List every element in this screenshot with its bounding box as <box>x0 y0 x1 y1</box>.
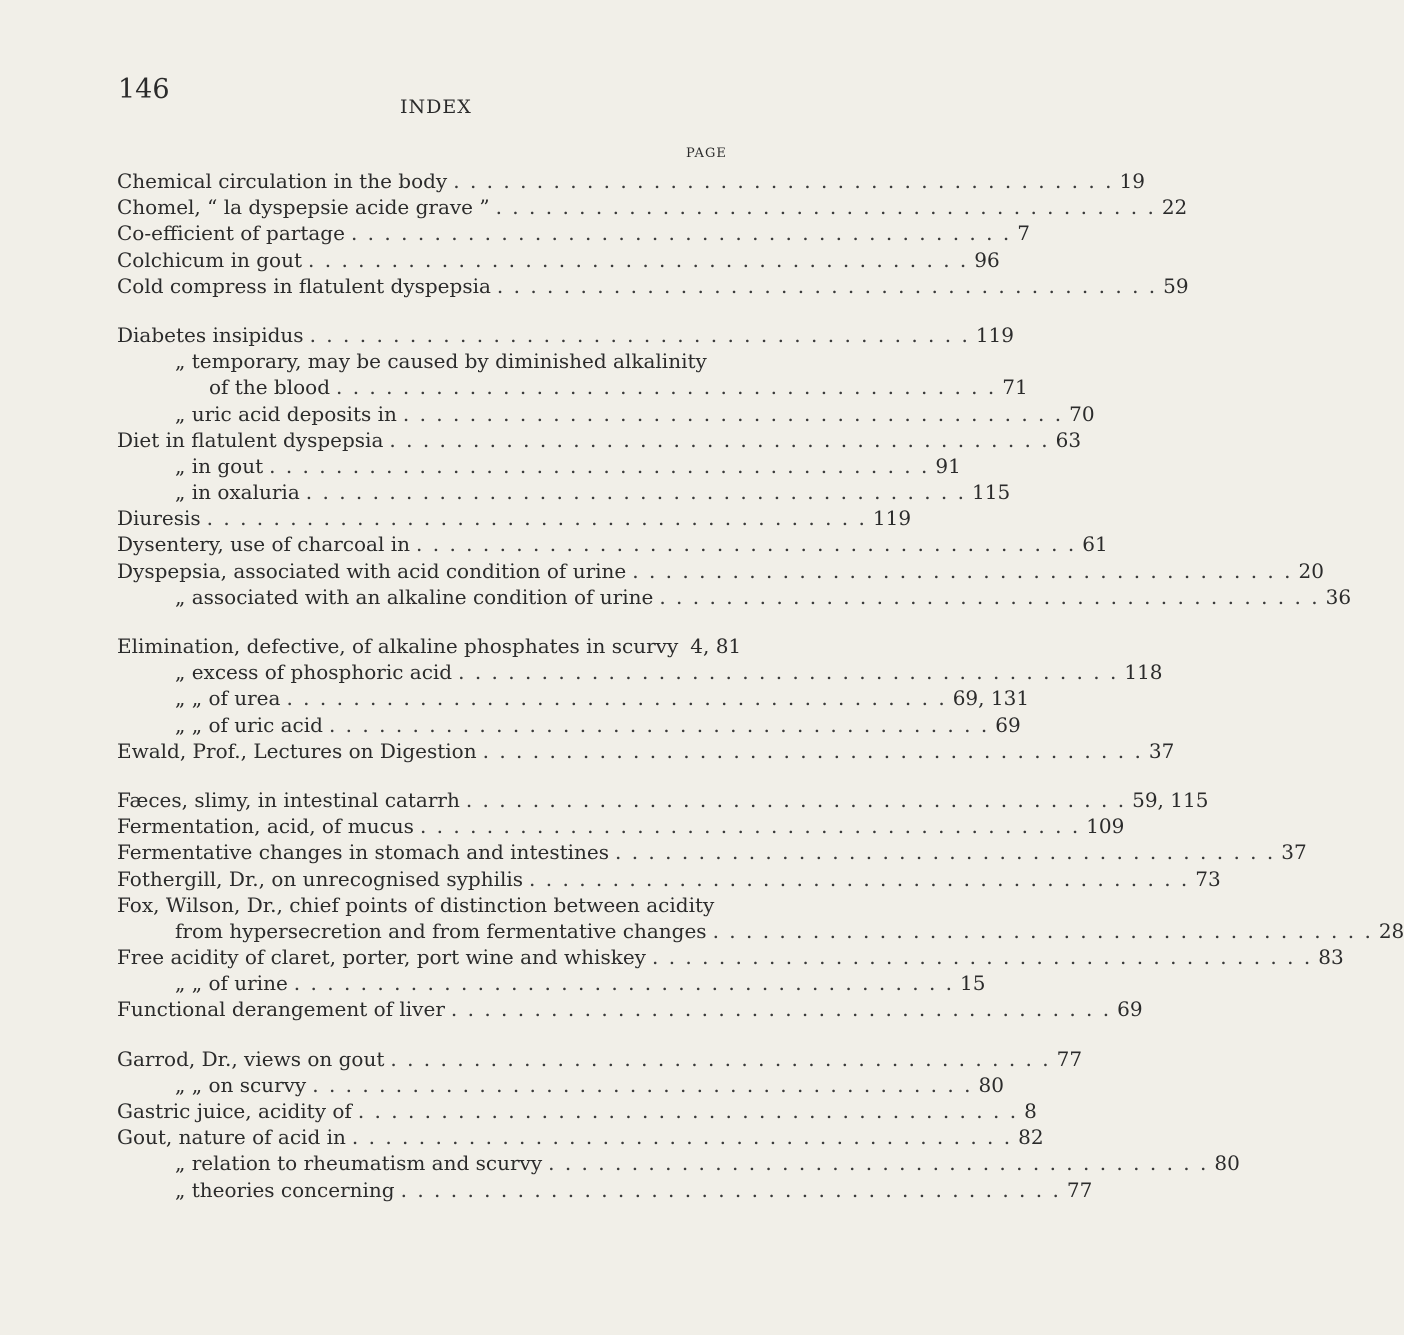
entry-label: Elimination, defective, of alkaline phosphates in scurvy <box>117 634 679 658</box>
entry-label: „ associated with an alkaline condition of urine <box>175 584 654 609</box>
index-entry <box>117 685 1030 711</box>
dot-leader <box>201 505 867 531</box>
index-entry <box>117 374 1028 400</box>
entry-label: Functional derangement of liver <box>117 997 445 1022</box>
entry-label: Gastric juice, acidity of <box>117 1099 352 1123</box>
index-group <box>117 1046 1240 1203</box>
entry-label: Fox, Wilson, Dr., chief points of distinction between acidity <box>117 892 715 917</box>
entry-page-numbers: 96 <box>974 247 1000 272</box>
dot-leader <box>383 427 1049 453</box>
entry-page-numbers: 119 <box>872 506 912 531</box>
entry-page-numbers: 80 <box>1214 1151 1240 1176</box>
index-entry <box>117 348 715 374</box>
dot-leader <box>477 738 1143 764</box>
entry-page-numbers: 119 <box>975 322 1015 347</box>
dot-leader <box>330 374 996 400</box>
entry-page-numbers: 15 <box>960 971 986 996</box>
dot-leader <box>609 839 1275 865</box>
dot-leader <box>653 584 1319 610</box>
entry-page-numbers: 118 <box>1124 660 1163 685</box>
entry-page-numbers: 59 <box>1163 273 1189 298</box>
entry-page-numbers: 36 <box>1325 584 1352 609</box>
index-entry <box>117 1072 1004 1098</box>
index-entry <box>117 787 1209 813</box>
entry-label: „ „ of uric acid <box>175 712 323 737</box>
dot-leader <box>707 918 1373 944</box>
dot-leader <box>523 866 1189 892</box>
entry-label: Free acidity of claret, porter, port wine and whiskey <box>117 945 646 970</box>
dot-leader <box>306 1072 972 1098</box>
entry-page-numbers: 63 <box>1055 427 1082 452</box>
entry-label: of the blood <box>209 375 330 400</box>
entry-page-numbers: 70 <box>1069 401 1095 426</box>
index-entry <box>117 1046 1083 1072</box>
index-entry <box>117 168 1145 194</box>
entry-page-numbers: 20 <box>1298 558 1324 583</box>
index-entry <box>117 839 1307 865</box>
dot-leader <box>288 970 954 996</box>
index-group <box>117 787 1404 1023</box>
dot-leader <box>395 1177 1061 1203</box>
entry-label: Fermentation, acid, of mucus <box>117 814 414 839</box>
index-entry <box>117 558 1324 584</box>
entry-label: Dysentery, use of charcoal in <box>117 532 411 557</box>
index-entry <box>117 918 1404 944</box>
entry-label: „ „ of urine <box>175 971 288 996</box>
index-entry <box>117 322 1015 348</box>
index-entry <box>117 194 1188 220</box>
entry-page-numbers: 69, 131 <box>952 686 1030 711</box>
dot-leader <box>491 273 1157 299</box>
dot-leader <box>626 558 1292 584</box>
index-entry <box>117 712 1021 738</box>
index-entry <box>117 813 1125 839</box>
entry-label: Chomel, “ la dyspepsie acide grave ” <box>117 195 490 220</box>
index-entry <box>117 220 1030 246</box>
index-entry <box>117 866 1221 892</box>
entry-label: „ „ on scurvy <box>175 1072 307 1097</box>
index-entry <box>117 996 1143 1022</box>
index-body <box>117 168 1404 1226</box>
dot-leader <box>542 1150 1208 1176</box>
entry-page-numbers: 82 <box>1018 1125 1044 1150</box>
entry-page-numbers: 77 <box>1056 1046 1083 1071</box>
index-entry <box>117 892 715 918</box>
entry-page-numbers: 4, 81 <box>690 634 742 658</box>
dot-leader <box>352 1098 1018 1124</box>
dot-leader <box>304 322 970 348</box>
index-entry <box>117 479 1011 505</box>
running-head: INDEX <box>400 96 472 118</box>
page-column-label: PAGE <box>686 146 727 161</box>
index-entry <box>117 633 742 659</box>
index-entry <box>117 247 1000 273</box>
entry-label: Colchicum in gout <box>117 247 303 272</box>
entry-page-numbers: 61 <box>1082 532 1108 557</box>
entry-page-numbers: 37 <box>1148 738 1175 763</box>
index-entry <box>117 453 961 479</box>
dot-leader <box>300 479 966 505</box>
index-group <box>117 322 1352 610</box>
entry-label: Chemical circulation in the body <box>117 169 448 193</box>
entry-label: Cold compress in flatulent dyspepsia <box>117 273 491 298</box>
entry-label: Garrod, Dr., views on gout <box>117 1046 385 1071</box>
dot-leader <box>414 813 1080 839</box>
entry-page-numbers: 83 <box>1318 945 1344 970</box>
entry-label: Fermentative changes in stomach and intestines <box>117 840 609 865</box>
index-entry <box>117 1150 1240 1176</box>
dot-leader <box>397 401 1063 427</box>
index-entry <box>117 427 1082 453</box>
entry-label: Diabetes insipidus <box>117 322 304 347</box>
entry-label: „ „ of urea <box>175 686 281 711</box>
dot-leader <box>646 944 1312 970</box>
dot-leader <box>460 787 1126 813</box>
index-entry <box>117 1098 1037 1124</box>
index-entry <box>117 401 1095 427</box>
entry-page-numbers: 7 <box>1017 221 1030 246</box>
dot-leader <box>490 194 1156 220</box>
dot-leader <box>263 453 929 479</box>
index-entry <box>117 273 1189 299</box>
entry-label: Dyspepsia, associated with acid condition of urine <box>117 558 627 583</box>
entry-page-numbers: 22 <box>1161 195 1188 220</box>
dot-leader <box>384 1046 1050 1072</box>
entry-label: „ uric acid deposits in <box>175 401 397 426</box>
dot-leader <box>452 659 1118 685</box>
index-group <box>117 633 1175 764</box>
entry-label: „ theories concerning <box>175 1177 395 1202</box>
entry-page-numbers: 115 <box>972 480 1011 505</box>
index-entry <box>117 944 1344 970</box>
entry-page-numbers: 19 <box>1119 169 1145 193</box>
index-entry <box>117 738 1175 764</box>
entry-label: Diuresis <box>117 506 201 531</box>
entry-page-numbers: 37 <box>1281 840 1307 865</box>
index-entry <box>117 531 1108 557</box>
index-entry <box>117 584 1352 610</box>
entry-label: „ in oxaluria <box>175 480 300 505</box>
index-entry <box>117 970 986 996</box>
entry-page-numbers: 59, 115 <box>1132 787 1209 812</box>
entry-page-numbers: 109 <box>1086 814 1125 839</box>
dot-leader <box>447 168 1113 194</box>
entry-label: Ewald, Prof., Lectures on Digestion <box>117 738 477 763</box>
dot-leader <box>280 685 946 711</box>
entry-page-numbers: 73 <box>1195 866 1221 891</box>
entry-page-numbers: 69 <box>1117 997 1143 1022</box>
entry-label: „ relation to rheumatism and scurvy <box>175 1151 543 1176</box>
index-group <box>117 168 1189 299</box>
index-entry <box>117 505 912 531</box>
entry-page-numbers: 28 <box>1378 918 1404 943</box>
entry-label: „ excess of phosphoric acid <box>175 660 453 685</box>
page-number: 146 <box>118 74 170 105</box>
entry-page-numbers: 69 <box>995 712 1021 737</box>
entry-page-numbers: 8 <box>1024 1099 1037 1123</box>
dot-leader <box>323 712 989 738</box>
entry-label: „ in gout <box>175 453 264 478</box>
index-entry <box>117 1177 1093 1203</box>
dot-leader <box>346 1124 1012 1150</box>
entry-label: Diet in flatulent dyspepsia <box>117 427 384 452</box>
entry-page-numbers: 77 <box>1066 1177 1093 1202</box>
dot-leader <box>302 247 968 273</box>
entry-label: Fothergill, Dr., on unrecognised syphilis <box>117 866 524 891</box>
index-entry <box>117 1124 1044 1150</box>
entry-label: „ temporary, may be caused by diminished alkalinity <box>175 349 707 374</box>
entry-label: Co-efficient of partage <box>117 221 345 246</box>
entry-label: Fæces, slimy, in intestinal catarrh <box>117 787 460 812</box>
entry-page-numbers: 91 <box>935 453 961 478</box>
dot-leader <box>445 996 1111 1022</box>
entry-label: from hypersecretion and from fermentative changes <box>175 918 707 943</box>
entry-label: Gout, nature of acid in <box>117 1125 346 1150</box>
entry-page-numbers: 71 <box>1002 375 1028 400</box>
index-entry <box>117 659 1163 685</box>
dot-leader <box>345 220 1011 246</box>
entry-page-numbers: 80 <box>978 1072 1004 1097</box>
dot-leader <box>410 531 1076 557</box>
